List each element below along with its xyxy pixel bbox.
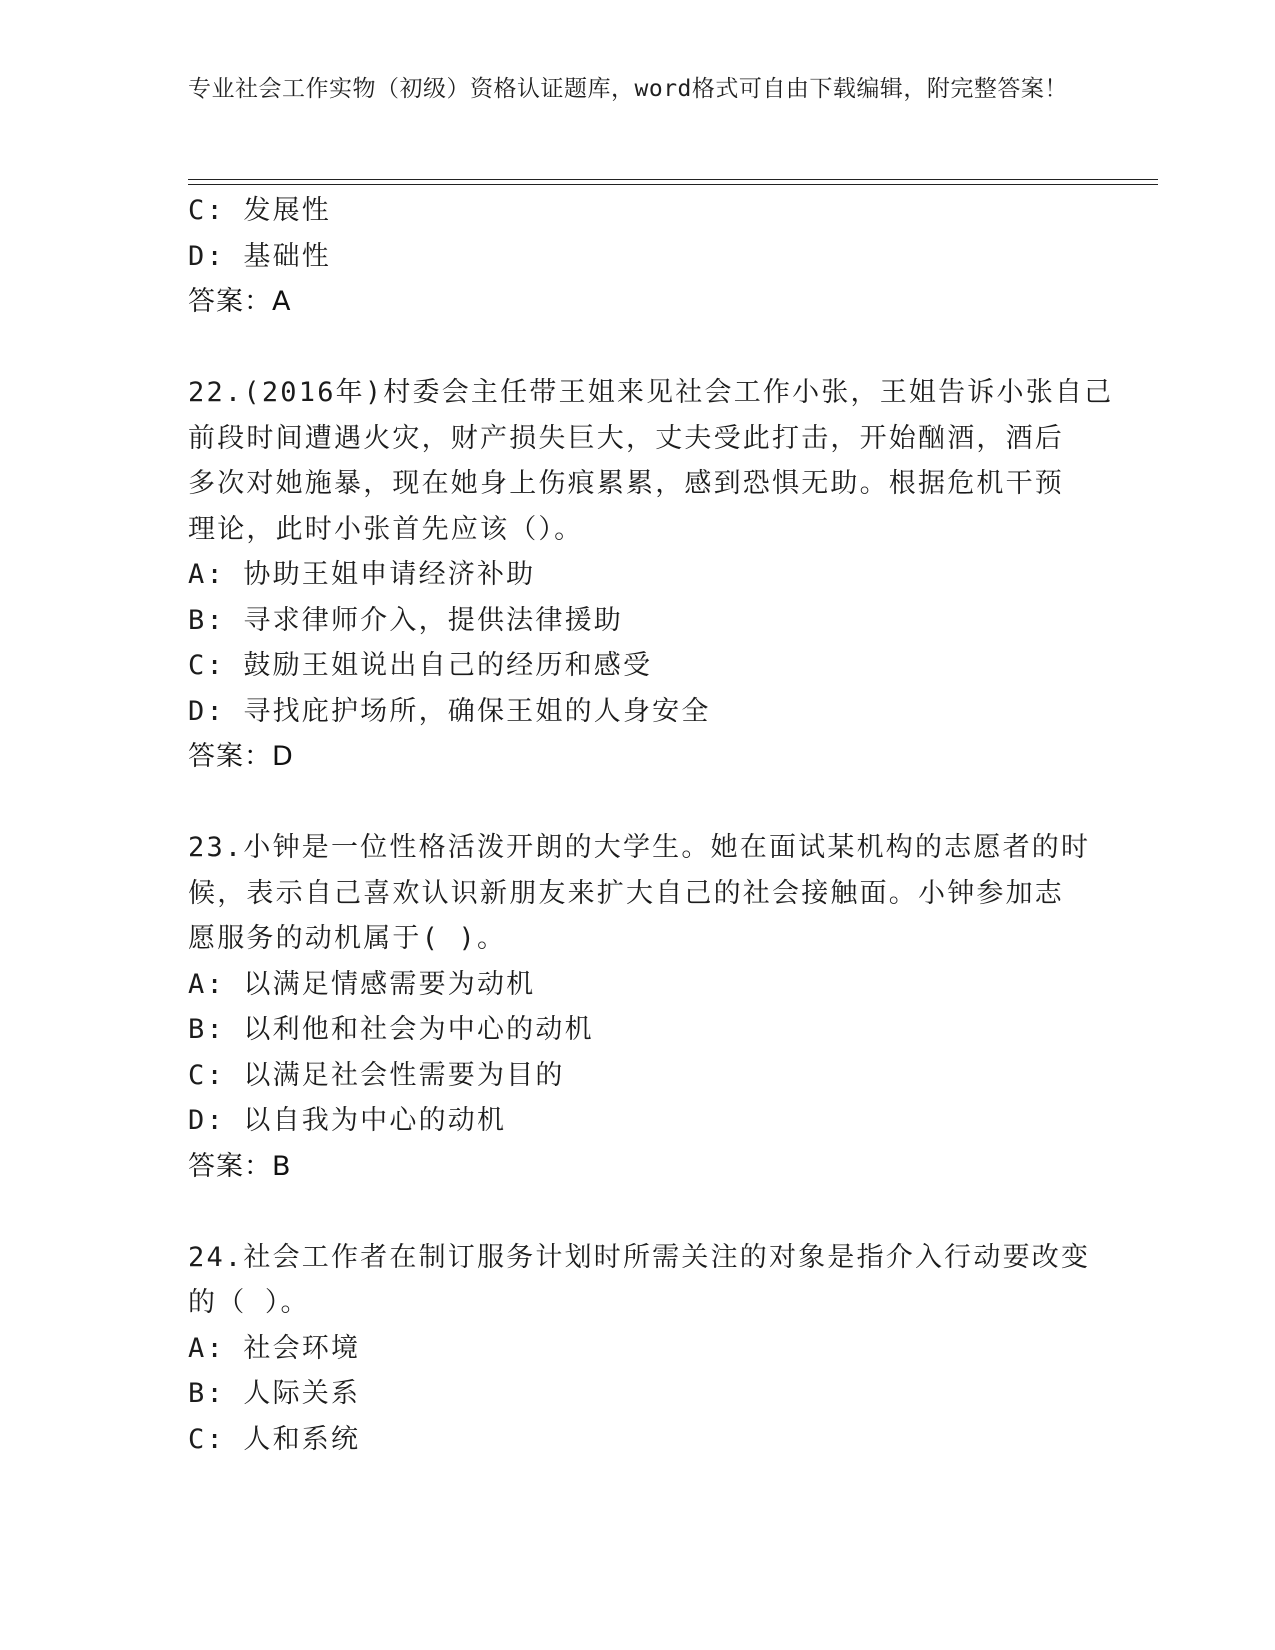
option-b: B: 寻求律师介入，提供法律援助 (188, 604, 623, 636)
spacer (188, 780, 1088, 826)
question-stem-line: 前段时间遭遇火灾，财产损失巨大，丈夫受此打击，开始酗酒，酒后 (188, 422, 1064, 454)
answer-line: 答案：D (188, 741, 294, 772)
question-23 (188, 825, 1091, 1189)
answer-line: 答案：A (188, 286, 292, 317)
header-rule-bottom (188, 184, 1158, 185)
option-a: A: 社会环境 (188, 1332, 361, 1364)
question-stem-line: 理论，此时小张首先应该（）。 (188, 513, 584, 545)
question-stem-line: 候，表示自己喜欢认识新朋友来扩大自己的社会接触面。小钟参加志 (188, 877, 1064, 909)
option-d: D: 基础性 (188, 240, 331, 272)
answer-line: 答案：B (188, 1150, 292, 1182)
question-stem-line: 24.社会工作者在制订服务计划时所需关注的对象是指介入行动要改变 (188, 1241, 1091, 1273)
question-stem-line: 多次对她施暴，现在她身上伤痕累累，感到恐惧无助。根据危机干预 (188, 468, 1064, 499)
question-stem-line: 22.(2016年)村委会主任带王姐来见社会工作小张，王姐告诉小张自己 (188, 377, 1114, 408)
spacer (188, 325, 1088, 371)
question-stem-line: 的（ ）。 (188, 1287, 310, 1318)
option-c: C: 发展性 (188, 195, 331, 226)
question-24 (188, 1235, 1091, 1463)
option-c: C: 鼓励王姐说出自己的经历和感受 (188, 650, 653, 681)
option-b: B: 以利他和社会为中心的动机 (188, 1014, 594, 1045)
question-21-tail (188, 188, 1088, 325)
spacer (188, 1189, 1088, 1235)
option-a: A: 协助王姐申请经济补助 (188, 559, 536, 590)
question-stem-line: 愿服务的动机属于( )。 (188, 923, 507, 954)
question-content (188, 188, 1114, 1462)
option-a: A: 以满足情感需要为动机 (188, 968, 536, 1000)
question-stem-line: 23.小钟是一位性格活泼开朗的大学生。她在面试某机构的志愿者的时 (188, 832, 1091, 863)
option-b: B: 人际关系 (188, 1378, 361, 1409)
page-header: 专业社会工作实物（初级）资格认证题库，word格式可自由下载编辑，附完整答案！ (188, 76, 1068, 102)
option-c: C: 以满足社会性需要为目的 (188, 1059, 565, 1091)
header-rule-top (188, 179, 1158, 180)
question-22 (188, 370, 1114, 780)
option-d: D: 寻找庇护场所，确保王姐的人身安全 (188, 695, 711, 727)
option-c: C: 人和系统 (188, 1423, 361, 1455)
option-d: D: 以自我为中心的动机 (188, 1105, 507, 1136)
